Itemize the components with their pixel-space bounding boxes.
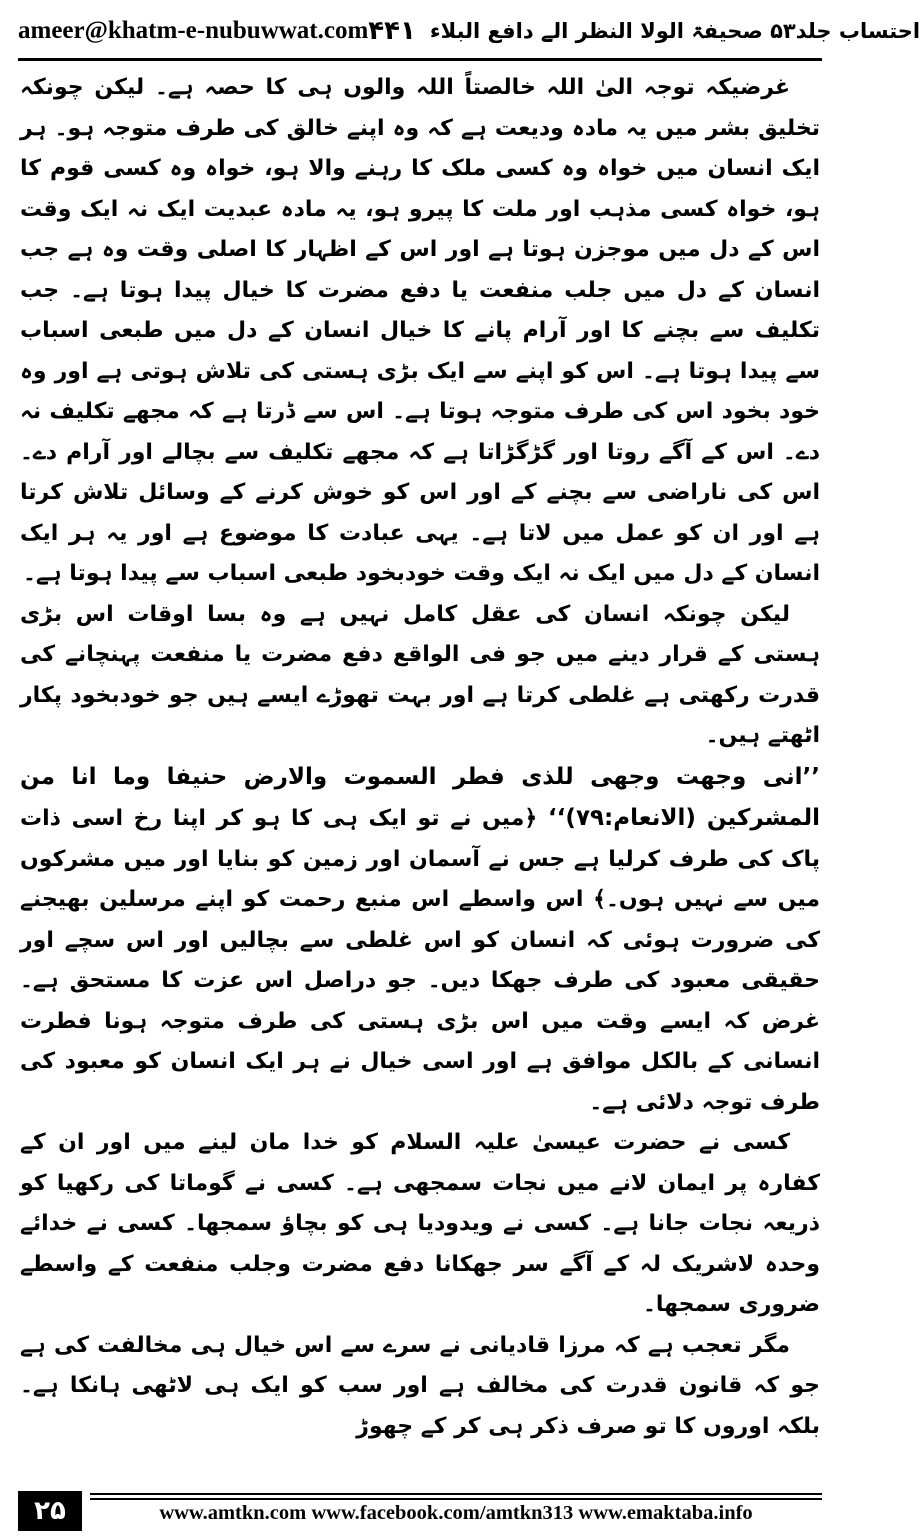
footer-urls: www.amtkn.com www.facebook.com/amtkn313 www.emaktaba.info <box>159 1502 753 1524</box>
paragraph-3 <box>20 757 820 1124</box>
header-page-number: ۴۴۱ <box>368 16 416 46</box>
header-email: ameer@khatm-e-nubuwwat.com <box>18 17 369 44</box>
header-book-title: احتساب جلد۵۳ صحیفۃ الولا النظر الے دافع البلاء <box>429 19 920 43</box>
footer-page-number: ۲۵ <box>18 1491 82 1531</box>
page-body <box>20 68 820 1478</box>
paragraph-4: کسی نے حضرت عیسیٰ علیہ السلام کو خدا مان لینے میں اور ان کے کفارہ پر ایمان لانے میں نجات سمجھی ہے۔ کسی نے گوماتا کی رکھیا کو ذریعہ نجات جانا ہے۔ کسی نے ویدودیا ہی کو بچاؤ سمجھا۔ کسی نے خدائے وحدہ لاشریک لہ کے آگے سر جھکانا دفع مضرت وجلب منفعت کے واسطے ضروری سمجھا۔ <box>20 1130 820 1317</box>
paragraph-2: لیکن چونکہ انسان کی عقل کامل نہیں ہے وہ بسا اوقات اس بڑی ہستی کے قرار دینے میں جو فی الواقع دفع مضرت یا منفعت پہنچانے کی قدرت رکھتی ہے غلطی کرتا ہے اور بہت تھوڑے ایسے ہیں جو خودبخود پکار اٹھتے ہیں۔ <box>20 601 820 748</box>
verse-translation: ﴿میں نے تو ایک ہی کا ہو کر اپنا رخ اسی ذات پاک کی طرف کرلیا ہے جس نے آسمان اور زمین کو بنایا اور میں مشرکوں میں سے نہیں ہوں۔﴾ اس واسطے اس منبع رحمت کو اپنے مرسلین بھیجنے کی ضرورت ہوئی کہ انسان کو اس غلطی سے بچالیں اور اس سچے اور حقیقی معبود کی طرف جھکا دیں۔ جو دراصل اس عزت کا مستحق ہے۔ غرض کہ ایسے وقت میں اس بڑی ہستی کی طرف متوجہ ہونا فطرت انسانی کے بالکل موافق ہے اور اسی خیال نے ہر ایک انسان کو معبود کی طرف توجہ دلائی ہے۔ <box>20 806 820 1115</box>
paragraph-1: غرضیکہ توجہ الیٰ اللہ خالصتاً اللہ والوں ہی کا حصہ ہے۔ لیکن چونکہ تخلیق بشر میں یہ مادہ ودیعت ہے کہ وہ اپنے خالق کی طرف متوجہ ہو۔ ہر ایک انسان میں خواہ وہ کسی ملک کا رہنے والا ہو، خواہ وہ کسی قوم کا ہو، خواہ کسی مذہب اور ملت کا پیرو ہو، یہ مادہ عبدیت ایک نہ ایک وقت اس کے دل میں موجزن ہوتا ہے اور اس کے اظہار کا اصلی وقت وہ ہے جب انسان کے دل میں جلب منفعت یا دفع مضرت کا خیال پیدا ہوتا ہے۔ جب تکلیف سے بچنے کا اور آرام پانے کا خیال انسان کے دل میں طبعی اسباب سے پیدا ہوتا ہے۔ اس کو اپنے سے ایک بڑی ہستی کی تلاش ہوتی ہے اور وہ خود بخود اس کی طرف متوجہ ہوتا ہے۔ اس سے ڈرتا ہے کہ مجھے تکلیف نہ دے۔ اس کے آگے روتا اور گڑگڑاتا ہے کہ مجھے تکلیف سے بچالے اور آرام دے۔ اس کی ناراضی سے بچنے کے اور اس کو خوش کرنے کے وسائل تلاش کرتا ہے اور ان کو عمل میں لاتا ہے۔ یہی عبادت کا موضوع ہے اور یہ ہر ایک انسان کے دل میں ایک نہ ایک وقت خودبخود طبعی اسباب سے پیدا ہوتا ہے۔ <box>20 75 820 586</box>
header-rule <box>18 58 822 61</box>
header-title-group <box>368 16 920 46</box>
paragraph-5: مگر تعجب ہے کہ مرزا قادیانی نے سرے سے اس خیال ہی مخالفت کی ہے جو کہ قانون قدرت کی مخالف ہے اور سب کو ایک ہی لاٹھی ہانکا ہے۔ بلکہ اوروں کا تو صرف ذکر ہی کر کے چھوڑ <box>20 1332 820 1439</box>
page-footer <box>18 1488 822 1534</box>
footer-url-bar <box>90 1491 822 1531</box>
footer-rule-1 <box>90 1493 822 1495</box>
quran-verse: ’’انی وجهت وجهی للذی فطر السموت والارض حنیفا وما انا من المشرکین (الانعام:۷۹)‘‘ <box>20 763 820 831</box>
footer-rule-2 <box>90 1498 822 1500</box>
page-header <box>18 6 920 56</box>
